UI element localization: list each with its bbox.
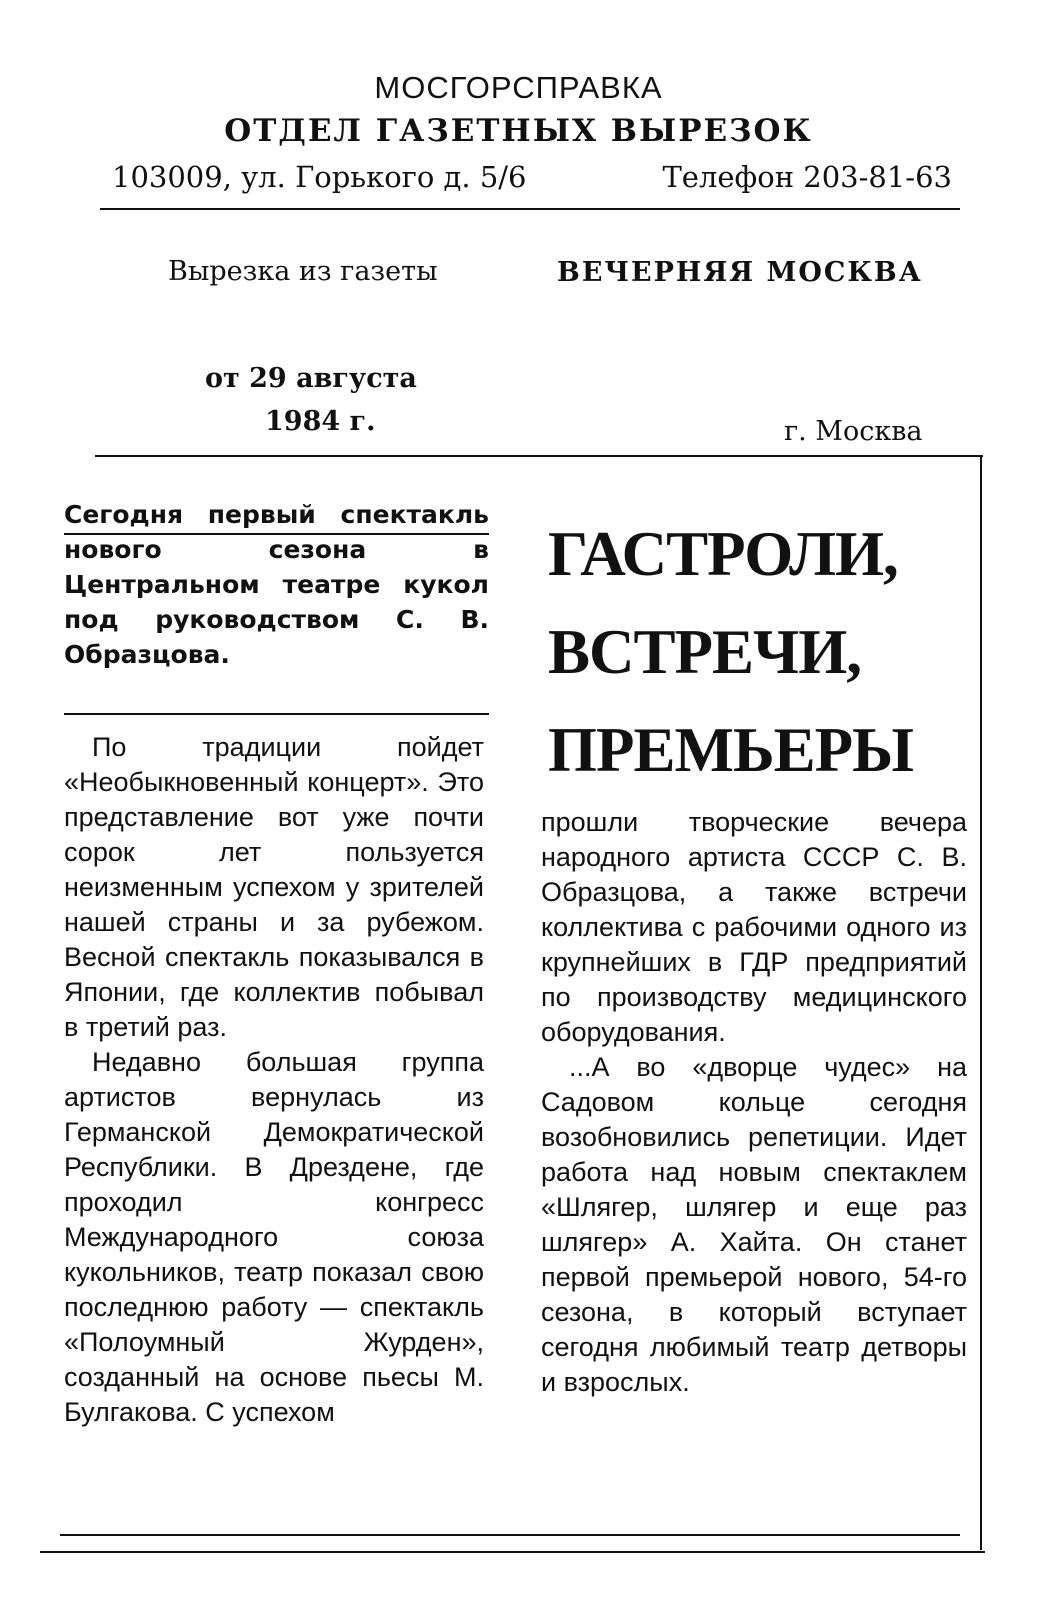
agency-address: 103009, ул. Горького д. 5/6 — [112, 160, 527, 194]
headline-line-3: ПРЕМЬЕРЫ — [548, 715, 913, 785]
headline-line-2: ВСТРЕЧИ, — [548, 617, 862, 687]
article-column-right — [541, 805, 967, 1400]
agency-name: МОСГОРСПРАВКА — [374, 70, 663, 105]
paragraph: По традиции пойдет «Необыкновенный концерт». Это представление вот уже почти сорок лет пользуется неизменным успехом у зрителей нашей страны и за рубежом. Весной спектакль показывался в Японии, где коллектив побывал в третий раз. — [64, 732, 484, 1042]
clipping-year: 1984 г. — [265, 406, 376, 437]
article-lead: Сегодня первый спектакль нового сезона в Центральном театре кукол под руководством С. В. Образцова. — [64, 500, 489, 669]
lead-rule-top — [64, 533, 489, 535]
paragraph: прошли творческие вечера народного артиста СССР С. В. Образцова, а также встречи коллектива с рабочими одного из крупнейших в ГДР предприятий по производству медицинского оборудования. — [541, 807, 967, 1047]
clipping-right-border — [980, 455, 982, 1550]
clipping-bottom-border — [60, 1534, 960, 1536]
clipping-city: г. Москва — [784, 416, 923, 447]
department-name: ОТДЕЛ ГАЗЕТНЫХ ВЫРЕЗОК — [224, 113, 813, 149]
article-headline — [548, 505, 968, 799]
newspaper-name: ВЕЧЕРНЯЯ МОСКВА — [557, 257, 923, 288]
article-column-left — [64, 730, 484, 1430]
clipping-label: Вырезка из газеты — [168, 256, 438, 287]
agency-phone: Телефон 203-81-63 — [662, 160, 952, 194]
lead-rule-bottom — [64, 713, 489, 715]
clipping-top-border — [95, 455, 983, 457]
paragraph: Недавно большая группа артистов вернулась из Германской Демократической Республики. В Дрездене, где проходил конгресс Международного союза кукольников, театр показал свою последнюю работу — спектакль «Полоумный Журден», созданный на основе пьесы М. Булгакова. С успехом — [64, 1047, 484, 1427]
headline-line-1: ГАСТРОЛИ, — [548, 519, 898, 589]
paragraph: ...А во «дворце чудес» на Садовом кольце сегодня возобновились репетиции. Идет работа над новым спектаклем «Шлягер, шлягер и еще раз шлягер» А. Хайта. Он станет первой премьерой нового, 54-го сезона, в который вступает сегодня любимый театр детворы и взрослых. — [541, 1052, 967, 1397]
clipping-date: от 29 августа — [205, 363, 417, 394]
header-divider — [100, 208, 960, 210]
clipping-bottom-border-outer — [40, 1551, 985, 1553]
